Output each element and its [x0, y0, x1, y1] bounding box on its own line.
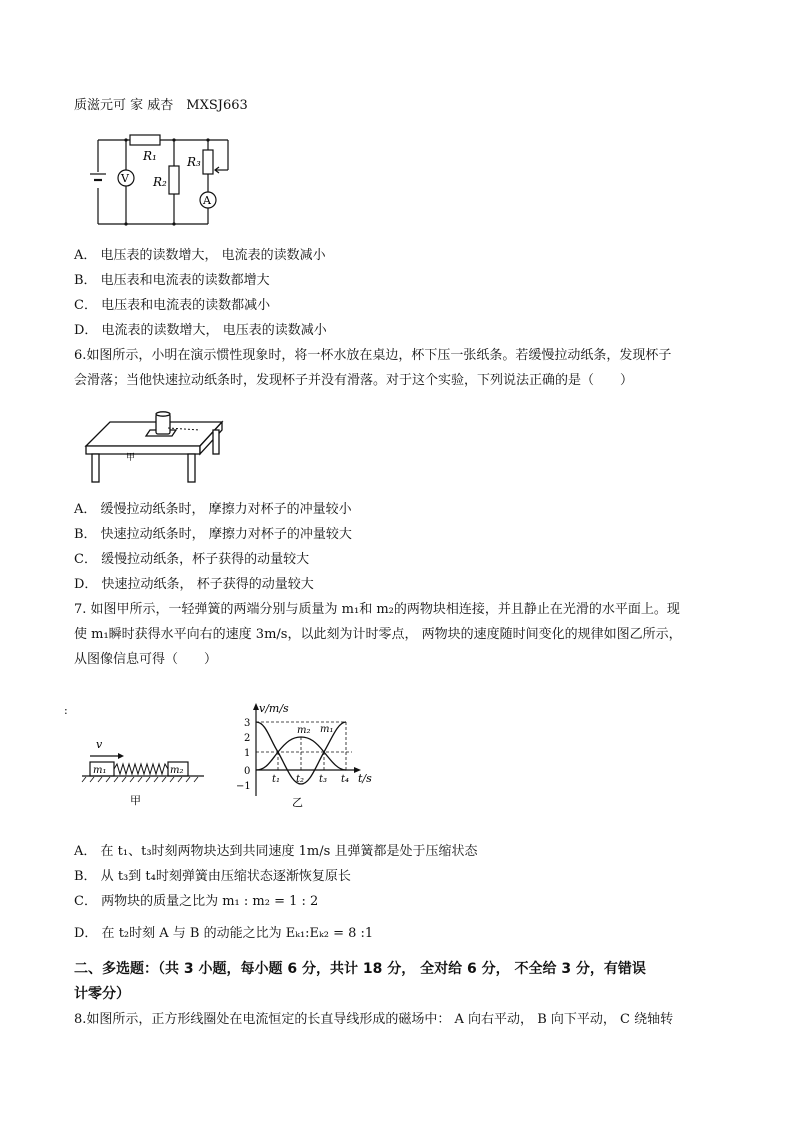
q7-option-c: C． 两物块的质量之比为 m₁ : m₂ = 1 : 2 — [74, 894, 319, 909]
caption-jia: 甲 — [130, 794, 141, 807]
ytick-0: 0 — [244, 766, 251, 777]
xtick-t1: t₁ — [272, 774, 281, 785]
label-m1-block: m₁ — [93, 765, 107, 776]
q7-option-d: D． 在 t₂时刻 A 与 B 的动能之比为 Eₖ₁:Eₖ₂ = 8 :1 — [74, 926, 374, 941]
ytick-3: 3 — [244, 718, 251, 729]
label-curve-m2: m₂ — [297, 725, 311, 736]
figure-yi-velocity-graph — [226, 700, 386, 812]
q8-stem: 8.如图所示，正方形线圈处在电流恒定的长直导线形成的磁场中： A 向右平动， B 向下平动， C 绕轴转 — [74, 1012, 674, 1027]
label-voltmeter: V — [121, 172, 129, 185]
section-heading-line1: 二、多选题：（共 3 小题，每小题 6 分，共计 18 分， 全对给 6 分， 不全给 3 分，有错误 — [74, 961, 646, 977]
ytick-1: 1 — [244, 748, 251, 759]
label-ammeter: A — [203, 194, 211, 207]
q6-option-a: A． 缓慢拉动纸条时， 摩擦力对杯子的冲量较小 — [74, 502, 352, 517]
q7-stem-line2: 使 m₁瞬时获得水平向右的速度 3m/s，以此刻为计时零点， 两物块的速度随时间变化的规律如图乙所示， — [74, 627, 682, 642]
xtick-t4: t₄ — [341, 774, 350, 785]
q6-stem-line1: 6.如图所示，小明在演示惯性现象时，将一杯水放在桌边，杯下压一张纸条。若缓慢拉动纸条，发现杯子 — [74, 348, 672, 363]
svg-text::: : — [64, 704, 68, 717]
q7-stem-line3: 从图像信息可得（ ） — [74, 652, 218, 667]
xtick-t3: t₃ — [319, 774, 328, 785]
figure-jia-spring-blocks — [64, 700, 214, 810]
q7-option-a: A． 在 t₁、t₃时刻两物块达到共同速度 1m/s 且弹簧都是处于压缩状态 — [74, 844, 478, 859]
ytick-neg1: −1 — [236, 781, 251, 792]
table-cup-figure — [80, 408, 230, 486]
graph-ylabel: v/m/s — [259, 702, 289, 715]
q6-option-b: B． 快速拉动纸条时， 摩擦力对杯子的冲量较大 — [74, 527, 352, 542]
q5-option-a: A． 电压表的读数增大， 电流表的读数减小 — [74, 248, 326, 263]
q6-option-d: D． 快速拉动纸条， 杯子获得的动量较大 — [74, 577, 314, 592]
q7-stem-line1: 7. 如图甲所示，一轻弹簧的两端分别与质量为 m₁和 m₂的两物块相连接，并且静止在光滑的水平面上。现 — [74, 602, 680, 617]
graph-xlabel: t/s — [358, 772, 372, 785]
q5-option-c: C． 电压表和电流表的读数都减小 — [74, 298, 271, 313]
svg-text:甲: 甲 — [126, 453, 136, 463]
ytick-2: 2 — [244, 733, 251, 744]
section-heading-line2: 计零分） — [74, 986, 130, 1002]
xtick-t2: t₂ — [296, 774, 305, 785]
label-r2: R₂ — [153, 175, 167, 189]
label-curve-m1: m₁ — [320, 724, 334, 735]
label-m2-block: m₂ — [170, 765, 184, 776]
label-v: v — [96, 738, 103, 751]
q6-option-c: C． 缓慢拉动纸条，杯子获得的动量较大 — [74, 552, 310, 567]
q6-stem-line2: 会滑落；当他快速拉动纸条时，发现杯子并没有滑落。对于这个实验，下列说法正确的是（ ） — [74, 373, 634, 388]
label-r1: R₁ — [143, 149, 157, 163]
header-line: 质滋元可 家 威杏 MXSJ663 — [74, 98, 248, 113]
circuit-diagram — [86, 130, 246, 230]
q5-option-d: D． 电流表的读数增大， 电压表的读数减小 — [74, 323, 327, 338]
caption-yi: 乙 — [292, 796, 303, 809]
label-r3: R₃ — [187, 155, 201, 169]
q5-option-b: B． 电压表和电流表的读数都增大 — [74, 273, 270, 288]
q7-option-b: B． 从 t₃到 t₄时刻弹簧由压缩状态逐渐恢复原长 — [74, 869, 351, 884]
